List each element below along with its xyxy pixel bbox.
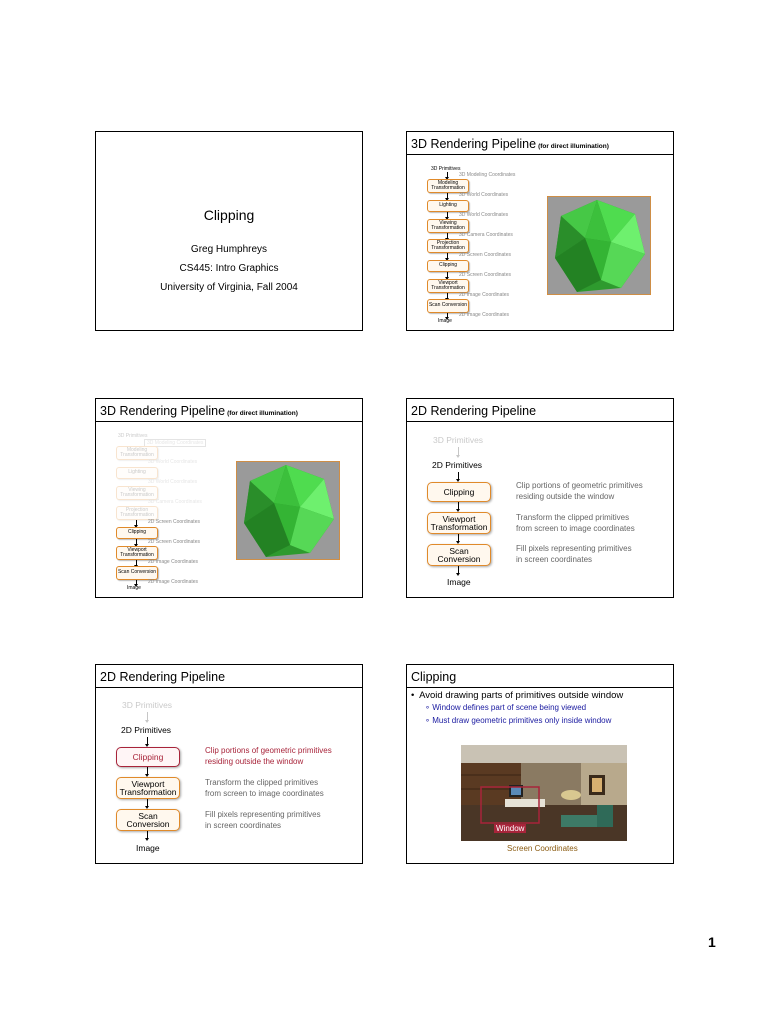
author-name: Greg Humphreys bbox=[190, 244, 268, 255]
office-scene-image bbox=[461, 745, 627, 841]
title-rule bbox=[96, 421, 362, 422]
scan-description: Fill pixels representing primitives in screen coordinates bbox=[516, 544, 632, 564]
affiliation: University of Virginia, Fall 2004 bbox=[160, 282, 298, 293]
pipeline-bottom-label: Image bbox=[127, 585, 141, 591]
pipeline-arrow bbox=[447, 172, 448, 178]
slide-heading: 3D Rendering Pipeline (for direct illumination) bbox=[100, 404, 298, 418]
pipeline-arrow bbox=[447, 272, 448, 278]
slide-heading: 2D Rendering Pipeline bbox=[411, 404, 537, 418]
pipeline-top-label: 2D Primitives bbox=[432, 460, 483, 470]
pipeline-box-projection: Projection Transformation bbox=[116, 506, 158, 520]
scan-description: Fill pixels representing primitives in screen coordinates bbox=[205, 810, 321, 830]
pipeline-box-clipping: Clipping bbox=[116, 527, 158, 539]
slide-title bbox=[95, 131, 363, 331]
pipeline-arrow bbox=[147, 767, 148, 775]
pipeline-box-scan: Scan Conversion bbox=[427, 544, 491, 566]
pipeline-arrow bbox=[147, 831, 148, 839]
clipping-description: Clip portions of geometric primitives residing outside the window bbox=[516, 481, 643, 501]
pipeline-arrow bbox=[458, 566, 459, 574]
icosahedron-image bbox=[236, 461, 340, 560]
slide-3d-pipeline bbox=[406, 131, 674, 331]
pipeline-bottom-label: Image bbox=[438, 318, 452, 324]
bullet-item: • Avoid drawing parts of primitives outside window bbox=[411, 690, 624, 701]
slide-heading: Clipping bbox=[411, 670, 457, 684]
pipeline-box-viewing: Viewing Transformation bbox=[427, 219, 469, 233]
clipping-description: Clip portions of geometric primitives residing outside the window bbox=[205, 746, 332, 766]
viewport-description: Transform the clipped primitives from screen to image coordinates bbox=[205, 778, 324, 798]
pipeline-arrow bbox=[458, 472, 459, 480]
icosahedron-image bbox=[547, 196, 651, 295]
pipeline-box-viewport: Viewport Transformation bbox=[116, 777, 180, 799]
coord-label: 2D Image Coordinates bbox=[459, 292, 510, 298]
coord-label: 2D Screen Coordinates bbox=[459, 252, 511, 258]
pipeline-arrow bbox=[458, 534, 459, 542]
pipeline-top-label: 3D Primitives bbox=[118, 433, 148, 439]
coord-label: 3D World Coordinates bbox=[459, 192, 509, 198]
pipeline-box-clipping: Clipping bbox=[427, 260, 469, 272]
faded-3d-primitives-label: 3D Primitives bbox=[433, 435, 484, 445]
window-label: Window bbox=[496, 824, 525, 833]
pipeline-bottom-label: Image bbox=[136, 843, 160, 853]
pipeline-arrow bbox=[136, 539, 137, 545]
coord-label: 2D Screen Coordinates bbox=[148, 539, 200, 545]
slide-2d-pipeline-clipping bbox=[95, 664, 363, 864]
pipeline-box-viewport: Viewport Transformation bbox=[427, 512, 491, 534]
page-number: 1 bbox=[708, 934, 716, 950]
pipeline-box-clipping: Clipping bbox=[427, 482, 491, 502]
faded-3d-primitives-label: 3D Primitives bbox=[122, 700, 173, 710]
title-rule bbox=[407, 421, 673, 422]
sub-bullet-item: ∘ Window defines part of scene being viewed bbox=[425, 703, 587, 712]
title-rule bbox=[407, 154, 673, 155]
pipeline-arrow bbox=[136, 520, 137, 526]
pipeline-box-scan: Scan Conversion bbox=[116, 566, 158, 580]
pipeline-box-viewport: Viewport Transformation bbox=[427, 279, 469, 293]
pipeline-box-modeling: Modeling Transformation bbox=[116, 446, 158, 460]
coord-label: 3D Camera Coordinates bbox=[148, 499, 202, 505]
pipeline-arrow bbox=[447, 253, 448, 259]
pipeline-box-projection: Projection Transformation bbox=[427, 239, 469, 253]
slide-2d-pipeline bbox=[406, 398, 674, 598]
title-rule bbox=[96, 687, 362, 688]
coord-label: 2D Image Coordinates bbox=[148, 559, 199, 565]
coord-label: 2D Image Coordinates bbox=[459, 312, 510, 318]
pipeline-box-modeling: Modeling Transformation bbox=[427, 179, 469, 193]
pipeline-box-clipping: Clipping bbox=[116, 747, 180, 767]
pipeline-top-label: 2D Primitives bbox=[121, 725, 172, 735]
coord-label: 2D Screen Coordinates bbox=[459, 272, 511, 278]
pipeline-bottom-label: Image bbox=[447, 577, 471, 587]
coord-label: 3D Modeling Coordinates bbox=[459, 172, 516, 178]
pipeline-arrow bbox=[447, 193, 448, 199]
pipeline-box-scan: Scan Conversion bbox=[116, 809, 180, 831]
screen-coordinates-caption: Screen Coordinates bbox=[507, 844, 578, 853]
pipeline-box-scan: Scan Conversion bbox=[427, 299, 469, 313]
pipeline-arrow bbox=[147, 737, 148, 745]
slide-heading: 3D Rendering Pipeline (for direct illumination) bbox=[411, 137, 609, 151]
title-rule bbox=[407, 687, 673, 688]
pipeline-arrow bbox=[147, 799, 148, 807]
slide-heading: 2D Rendering Pipeline bbox=[100, 670, 226, 684]
pipeline-top-label: 3D Primitives bbox=[431, 166, 461, 172]
pipeline-box-lighting: Lighting bbox=[427, 200, 469, 212]
coord-label: 3D Camera Coordinates bbox=[459, 232, 513, 238]
coord-label: 2D Image Coordinates bbox=[148, 579, 199, 585]
coord-label: 2D Screen Coordinates bbox=[148, 519, 200, 525]
pipeline-arrow bbox=[147, 712, 148, 721]
coord-label: 3D Modeling Coordinates bbox=[144, 439, 206, 447]
pipeline-arrow bbox=[447, 212, 448, 218]
pipeline-box-viewport: Viewport Transformation bbox=[116, 546, 158, 560]
slide-clipping-window bbox=[406, 664, 674, 864]
pipeline-box-viewing: Viewing Transformation bbox=[116, 486, 158, 500]
pipeline-arrow bbox=[458, 502, 459, 510]
slide-title-heading: Clipping bbox=[203, 207, 255, 223]
coord-label: 3D World Coordinates bbox=[148, 459, 198, 465]
slide-3d-pipeline-faded bbox=[95, 398, 363, 598]
viewport-description: Transform the clipped primitives from screen to image coordinates bbox=[516, 513, 635, 533]
pipeline-arrow bbox=[458, 447, 459, 456]
course-name: CS445: Intro Graphics bbox=[179, 263, 279, 274]
sub-bullet-item: ∘ Must draw geometric primitives only inside window bbox=[425, 716, 612, 725]
pipeline-box-lighting: Lighting bbox=[116, 467, 158, 479]
coord-label: 3D World Coordinates bbox=[459, 212, 509, 218]
coord-label: 3D World Coordinates bbox=[148, 479, 198, 485]
